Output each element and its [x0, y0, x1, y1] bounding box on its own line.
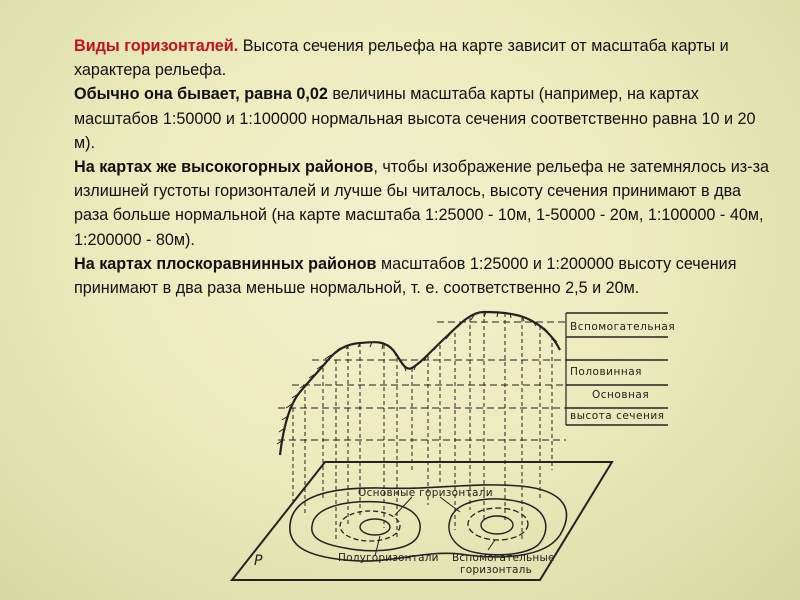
- contour-left-main: [312, 502, 420, 551]
- lead-normal-height: Обычно она бывает, равна 0,02: [74, 85, 328, 104]
- label-half: Половинная: [570, 366, 642, 378]
- text-normal-height: величины масштаба карты (например, на картах масштабов 1:50000 и 1:100000 нормальная высота сечения соответственно равна 10 и 20 м).: [74, 85, 756, 152]
- label-aux-contours-1: Вспомогательные: [452, 552, 555, 564]
- label-main-height-2: высота сечения: [570, 410, 665, 422]
- text-contour-types: Высота сечения рельефа на карте зависит от масштаба карты и характера рельефа.: [74, 37, 729, 80]
- contour-right-inner: [481, 516, 513, 534]
- text-highland: , чтобы изображение рельефа не затемнялось из-за излишней густоты горизонталей и лучше бы читалось, высоту сечения принимают в два раза больше нормальной (на карте масштаба 1:25000 - 10м, 1-50000 - 20м, 1:100000 - 40м, 1:200000 - 80м).: [74, 158, 769, 249]
- contour-right-aux: [468, 508, 528, 540]
- label-plane: P: [254, 553, 263, 569]
- terrain-profile: [280, 312, 560, 455]
- leader-aux-contours: [488, 540, 495, 550]
- contour-left-half: [340, 511, 400, 541]
- lead-lowland: На картах плоскоравнинных районов: [74, 254, 377, 273]
- heading-contour-types: Виды горизонталей.: [74, 37, 239, 55]
- lead-highland-2: высокогорных районов: [181, 158, 374, 177]
- label-main-height-1: Основная: [592, 389, 650, 401]
- label-aux-contours-2: горизонталь: [460, 564, 532, 576]
- lead-highland-1: На картах же: [74, 158, 182, 177]
- contour-left-inner: [360, 519, 390, 535]
- projection-lines: [293, 312, 552, 540]
- label-main-contours: Основные горизонтали: [358, 487, 493, 499]
- label-auxiliary: Вспомогательная: [570, 321, 676, 333]
- terrain-hatching: [277, 312, 557, 444]
- text-lowland: масштабов 1:25000 и 1:200000 высоту сечения принимают в два раза меньше нормальной, т. е. соответственно 2,5 и 20м.: [74, 254, 737, 298]
- label-half-contours: Полугоризонтали: [338, 552, 439, 564]
